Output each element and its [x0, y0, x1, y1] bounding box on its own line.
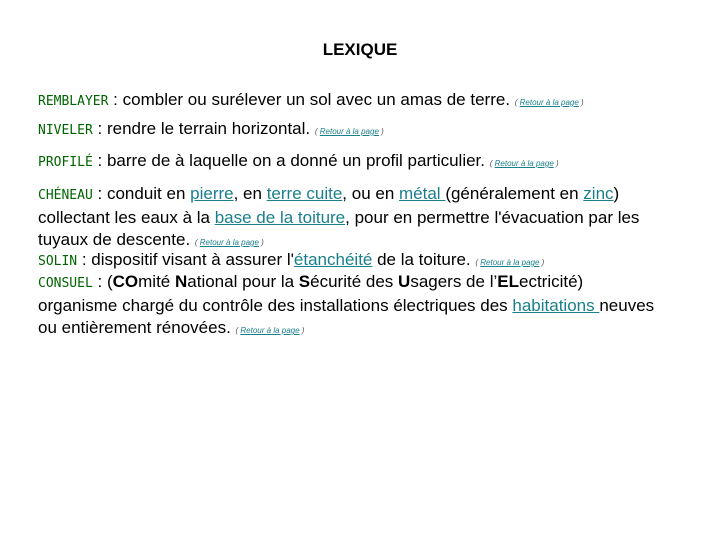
return-link-solin[interactable]: ( Retour à la page ): [475, 258, 545, 267]
entry-remblayer: [38, 89, 708, 114]
entry-profile: [38, 150, 708, 175]
return-link-cheneau[interactable]: ( Retour à la page ): [194, 238, 264, 247]
link-base-de-la-toiture[interactable]: base de la toiture: [214, 208, 346, 227]
term-remblayer: REMBLAYER: [38, 94, 109, 109]
consuel-line-3: ou entièrement rénovées. ( Retour à la page ): [38, 318, 305, 337]
cheneau-line-1: CHÉNEAU : conduit en pierre, en terre cuite, ou en métal (généralement en zinc): [38, 184, 620, 203]
definition-profile: : barre de à laquelle on a donné un profil particulier.: [92, 151, 490, 170]
consuel-line-2: organisme chargé du contrôle des installations électriques des habitations neuves: [38, 296, 655, 315]
definition-niveler: : rendre le terrain horizontal.: [92, 119, 315, 138]
entry-cheneau: [38, 183, 708, 254]
return-link-niveler[interactable]: ( Retour à la page ): [314, 127, 384, 136]
term-consuel: CONSUEL: [38, 276, 93, 291]
cheneau-line-2: collectant les eaux à la base de la toiture, pour en permettre l'évacuation par les: [38, 208, 640, 227]
link-pierre[interactable]: pierre: [190, 184, 234, 203]
link-terre-cuite[interactable]: terre cuite: [266, 184, 343, 203]
entry-consuel: [38, 271, 708, 342]
term-solin: SOLIN: [38, 254, 78, 269]
entry-solin: SOLIN : dispositif visant à assurer l'étanchéité de la toiture. ( Retour à la page ): [38, 250, 545, 269]
link-etancheite[interactable]: étanchéité: [293, 250, 373, 269]
link-metal[interactable]: métal: [399, 184, 446, 203]
entry-niveler: [38, 118, 708, 143]
return-link-consuel[interactable]: ( Retour à la page ): [235, 326, 305, 335]
return-link-profile[interactable]: ( Retour à la page ): [489, 159, 559, 168]
link-zinc[interactable]: zinc: [583, 184, 614, 203]
return-link-remblayer[interactable]: ( Retour à la page ): [514, 98, 584, 107]
term-niveler: NIVELER: [38, 123, 93, 138]
consuel-line-1: CONSUEL : (COmité National pour la Sécurité des Usagers de l’ELectricité): [38, 272, 584, 291]
page-title: LEXIQUE: [322, 40, 398, 59]
definition-remblayer: : combler ou surélever un sol avec un amas de terre.: [108, 90, 515, 109]
cheneau-line-3: tuyaux de descente. ( Retour à la page ): [38, 230, 264, 249]
term-cheneau: CHÉNEAU: [38, 188, 93, 203]
link-habitations[interactable]: habitations: [512, 296, 600, 315]
term-profile: PROFILÉ: [38, 155, 93, 170]
